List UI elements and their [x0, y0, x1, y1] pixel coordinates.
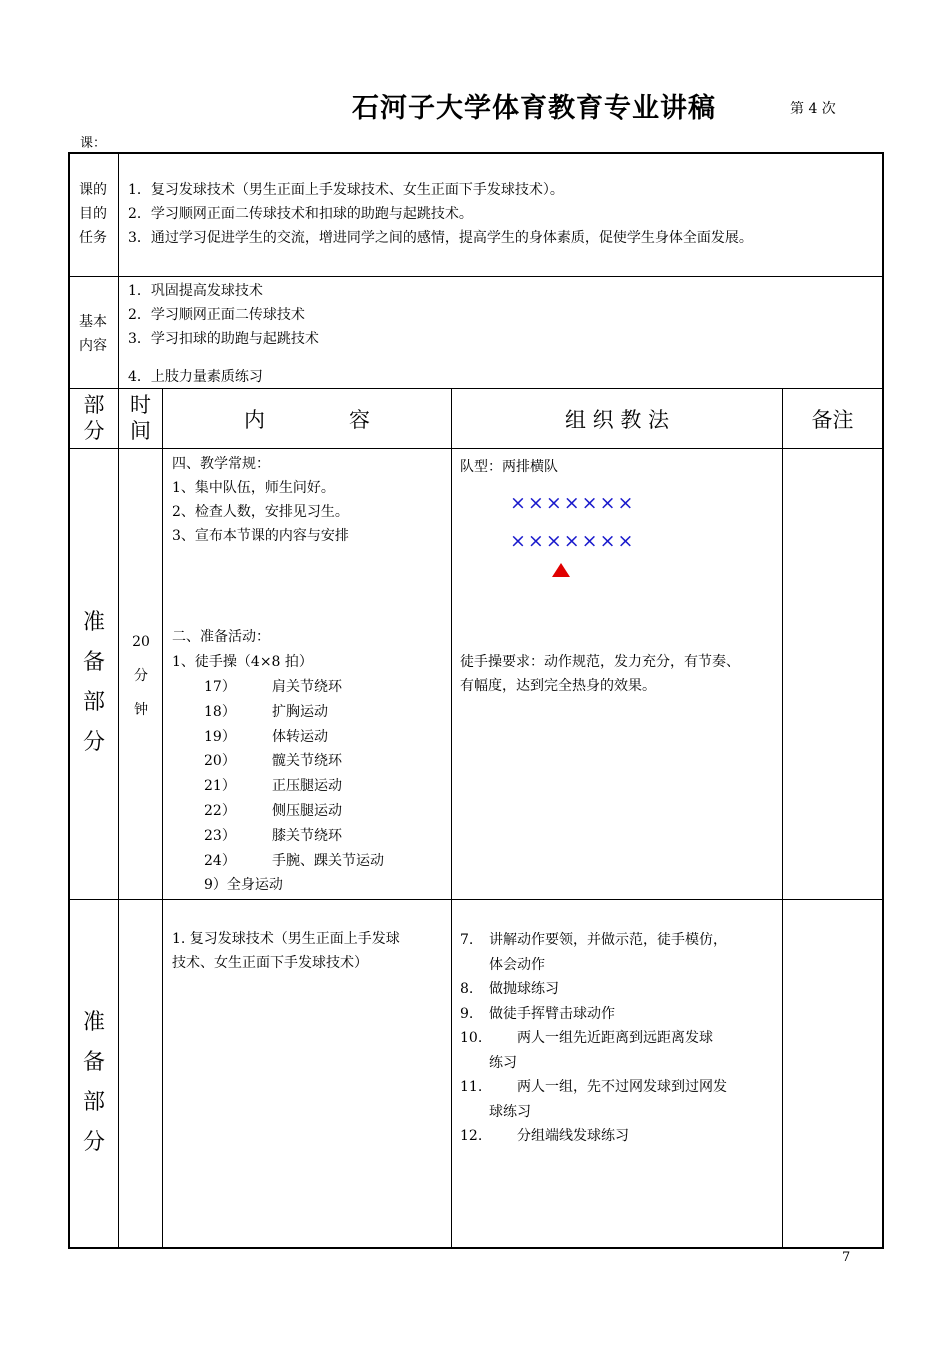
method-list: 7. 讲解动作要领，并做示范，徒手模仿， 体会动作 8. 做抛球练习 9. 做徒手挥臂击球动作 10. 两人一组先近距离到远距离发球 练习 11. 两人一组，先不过网发球到过网发 球练习 12. 分组端线发球练习 — [460, 928, 727, 1149]
formation-label: 队型：两排横队 — [460, 459, 558, 475]
exercise-item: 21） 正压腿运动 — [204, 778, 342, 795]
header-method: 组 织 教 法 — [564, 408, 670, 432]
warmup-block: 二、准备活动： 1、徒手操（4×8 拍） — [172, 629, 313, 670]
exercise-item: 24） 手腕、踝关节运动 — [204, 852, 384, 869]
warmup-requirement: 徒手操要求：动作规范，发力充分，有节奏、 有幅度，达到完全热身的效果。 — [460, 654, 740, 694]
basic-content-item: 3．学习扣球的助跑与起跳技术 — [128, 331, 319, 347]
exercise-item: 22） 侧压腿运动 — [204, 802, 342, 819]
objectives-label: 课的 目的 任务 — [79, 182, 107, 246]
basic-content-item: 2．学习顺网正面二传球技术 — [128, 307, 305, 323]
basic-content-list — [128, 279, 319, 351]
exercise-item: 17） 肩关节绕环 — [204, 679, 342, 695]
header-notes: 备注 — [811, 408, 854, 432]
exercise-item: 9）全身运动 — [204, 877, 283, 894]
course-label: 课： — [80, 136, 107, 151]
routine-list: 四、教学常规： 1、集中队伍，师生问好。 2、检查人数，安排见习生。 3、宣布本节课的内容与安排 — [172, 456, 349, 544]
section1-part: 准 备 部 分 — [82, 610, 105, 755]
section2-part: 准 备 部 分 — [82, 1010, 105, 1155]
formation-row-1: ××××××× — [510, 492, 636, 514]
exercise-item: 20） 髋关节绕环 — [204, 753, 342, 770]
basic-content-label: 基本 内容 — [79, 314, 107, 354]
exercise-item: 18） 扩胸运动 — [204, 703, 328, 720]
objective-item: 2．学习顺网正面二传球技术和扣球的助跑与起跳技术。 — [128, 206, 473, 222]
section1-time: 20 分 钟 — [132, 634, 150, 718]
objective-item: 1．复习发球技术（男生正面上手发球技术、女生正面下手发球技术）。 — [128, 182, 564, 198]
header-time: 时 间 — [130, 393, 151, 443]
exercise-item: 19） 体转运动 — [204, 728, 328, 745]
header-part: 部 分 — [83, 393, 105, 443]
teacher-triangle-icon — [552, 563, 570, 577]
exercise-list — [204, 675, 384, 898]
section2-content: 1. 复习发球技术（男生正面上手发球 技术、女生正面下手发球技术） — [172, 931, 400, 971]
method-item: 12. 分组端线发球练习 — [460, 1128, 629, 1144]
basic-content-item: 4．上肢力量素质练习 — [128, 369, 263, 385]
method-item: 11. 两人一组，先不过网发球到过网发 — [460, 1079, 727, 1095]
objective-item: 3．通过学习促进学生的交流，增进同学之间的感情，提高学生的身体素质，促使学生身体全面发展。 — [128, 230, 753, 246]
basic-content-item: 1．巩固提高发球技术 — [128, 283, 263, 299]
lesson-number: 第 4 次 — [790, 101, 836, 117]
page-number: 7 — [842, 1250, 851, 1265]
method-item: 9. 做徒手挥臂击球动作 — [460, 1005, 615, 1022]
method-item: 8. 做抛球练习 — [460, 981, 559, 997]
objectives-list — [128, 178, 753, 250]
method-item: 10. 两人一组先近距离到远距离发球 — [460, 1030, 713, 1046]
page-title: 石河子大学体育教育专业讲稿 — [352, 93, 716, 124]
header-content: 内 容 — [244, 408, 370, 432]
method-item: 7. 讲解动作要领，并做示范，徒手模仿， — [460, 932, 727, 948]
exercise-item: 23） 膝关节绕环 — [204, 827, 342, 844]
formation-row-2: ××××××× — [510, 530, 636, 552]
